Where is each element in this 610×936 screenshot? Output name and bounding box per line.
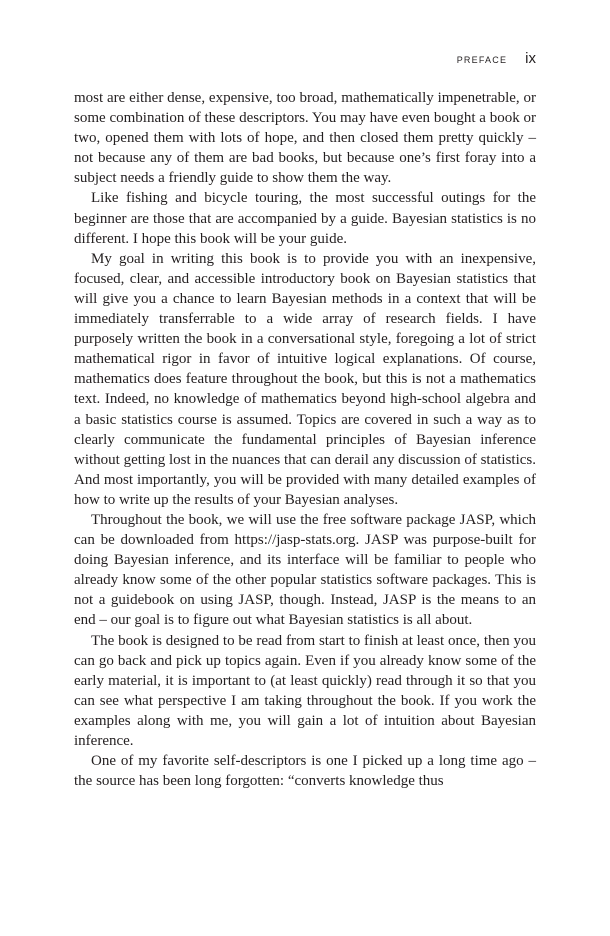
paragraph-guide: Like fishing and bicycle touring, the most successful outings for the beginner are those that are accompanied by a guide. Bayesian statistics is no different. I hope this book will be your guide. <box>74 190 536 247</box>
paragraph-reading-order: The book is designed to be read from start to finish at least once, then you can go back and pick up topics again. Even if you already know some of the early material, it is important to (at least quickly) read through it so that you can see what perspective I am taking throughout the book. If you work the examples along with me, you will gain a lot of intuition about Bayesian inference. <box>74 632 536 749</box>
paragraph-self-descriptor: One of my favorite self-descriptors is one I picked up a long time ago – the source has been long forgotten: “converts knowledge thus <box>74 753 536 790</box>
paragraph-goal: My goal in writing this book is to provide you with an inexpensive, focused, clear, and accessible introductory book on Bayesian statistics that will give you a chance to learn Bayesian methods in a context that will be immediately transferrable to a wide array of research fields. I have purposely written the book in a conversational style, foregoing a lot of strict mathematical rigor in favor of intuitive logical explanations. Of course, mathematics does feature throughout the book, but this is not a mathematics text. Indeed, no knowledge of mathematics beyond high-school algebra and a basic statistics course is assumed. Topics are covered in such a way as to clearly communicate the fundamental principles of Bayesian inference without getting lost in the nuances that can derail any discussion of statistics. And most importantly, you will be provided with many detailed examples of how to write up the results of your Bayesian analyses. <box>74 250 536 508</box>
paragraph-continued: most are either dense, expensive, too broad, mathematically impenetrable, or some combination of these descriptors. You may have even bought a book or two, opened them with lots of hope, and then closed them pretty quickly – not because any of them are bad books, but because one’s first foray into a subject needs a friendly guide to show them the way. <box>74 90 536 187</box>
running-title: PREFACE <box>456 55 508 65</box>
paragraph-jasp: Throughout the book, we will use the free software package JASP, which can be downloaded from https://jasp-stats.org. JASP was purpose-built for doing Bayesian inference, and its interface will be familiar to people who already know some of the other popular statistics software packages. This is not a guidebook on using JASP, though. Instead, JASP is the means to an end – our goal is to figure out what Bayesian statistics is all about. <box>74 511 536 629</box>
page-number: ix <box>525 50 536 67</box>
running-head <box>74 50 536 70</box>
body-text <box>74 88 536 791</box>
